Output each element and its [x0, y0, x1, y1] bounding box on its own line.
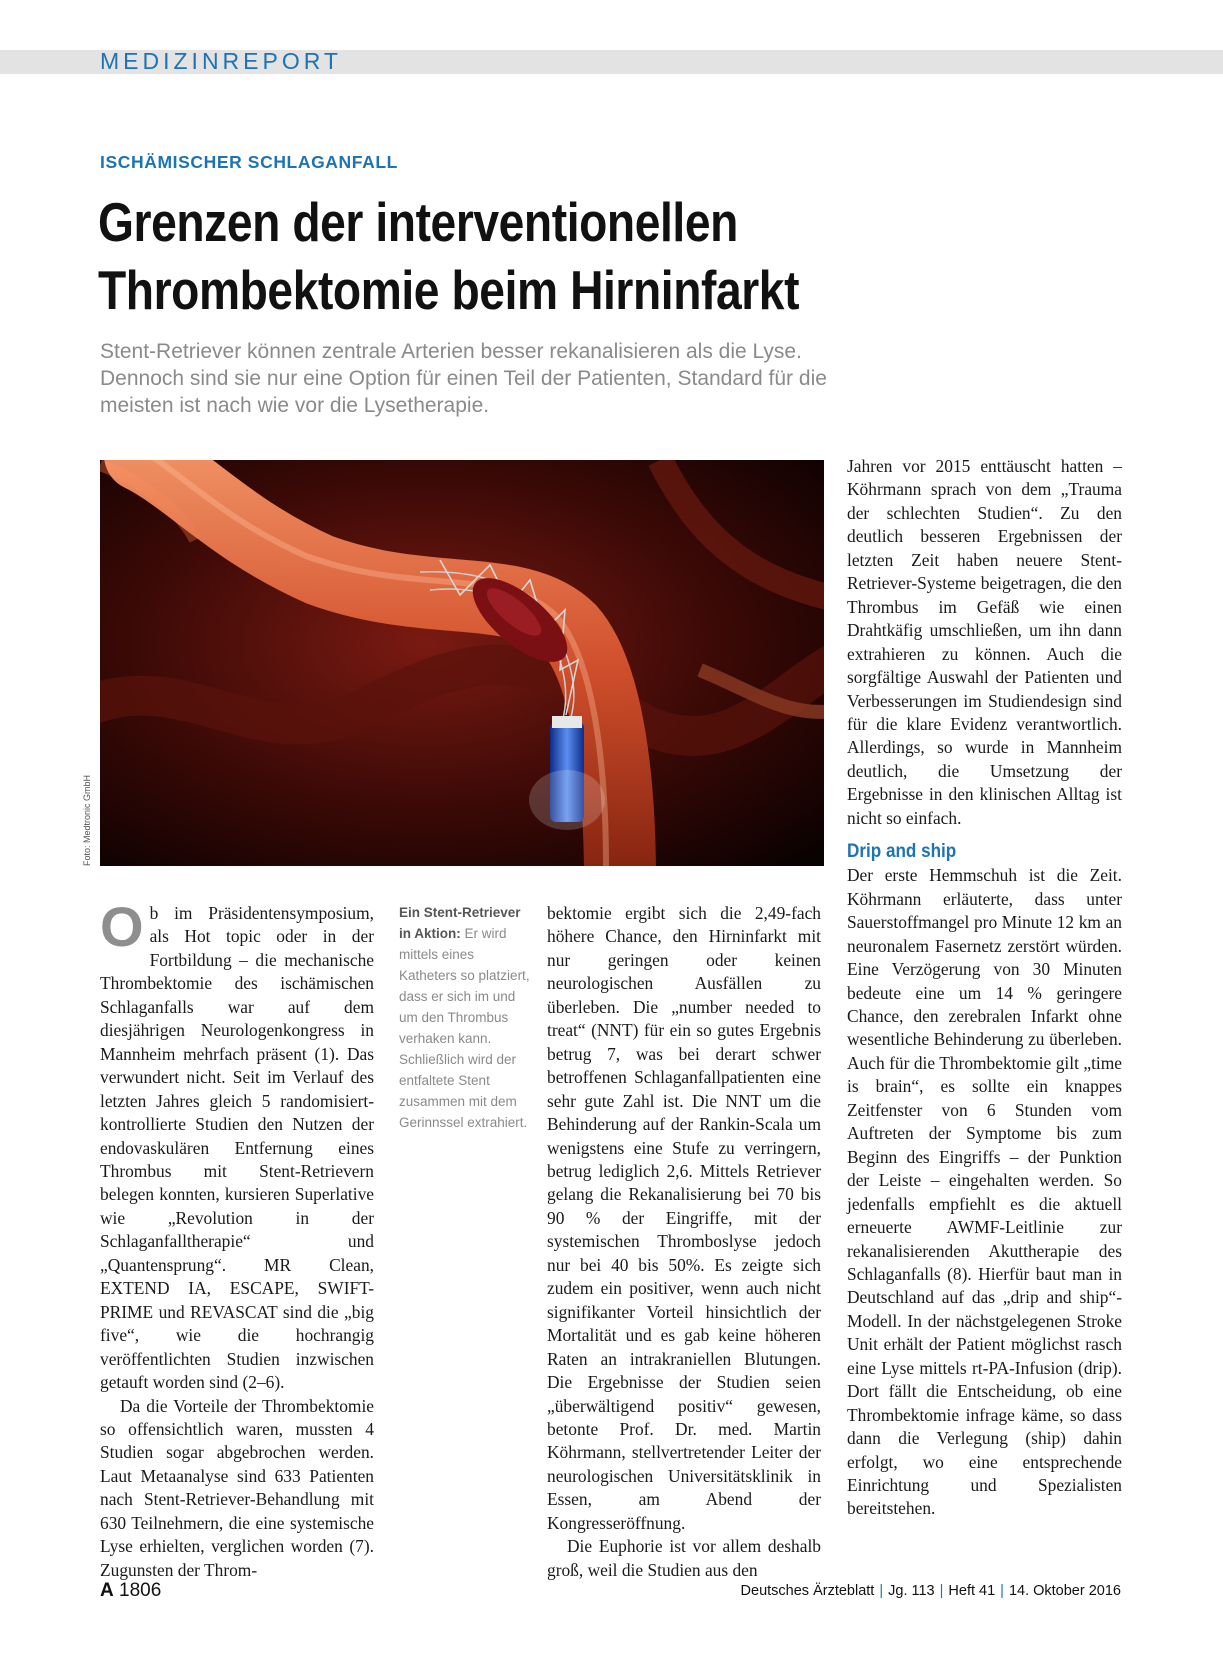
journal-info — [741, 1583, 1121, 1599]
journal-issue: Heft 41 — [948, 1583, 996, 1599]
separator: | — [879, 1583, 884, 1599]
column-4 — [847, 455, 1122, 1521]
article-headline — [98, 188, 799, 324]
paragraph: Da die Vorteile der Thrombektomie so offensichtlich waren, mussten 4 Studien sogar abgebrochen werden. Laut Metaanalyse sind 633 Patienten nach Stent-Retriever-Behandlung mit 630 Teilnehmern, die eine systemische Lyse erhielten, verglichen worden (7). Zugunsten der Throm- — [100, 1395, 374, 1580]
page-prefix: A — [100, 1580, 114, 1601]
journal-name: Deutsches Ärzteblatt — [740, 1583, 875, 1599]
caption-text: Er wird mittels eines Katheters so platziert, dass er sich im und um den Thrombus verhaken kann. Schließlich wird der entfaltete Stent zusammen mit dem Gerinnssel extrahiert. — [399, 926, 530, 1130]
drop-cap: O — [100, 895, 144, 958]
stent-retriever-photo — [100, 460, 824, 866]
journal-volume: Jg. 113 — [888, 1583, 935, 1599]
paragraph: Jahren vor 2015 enttäuscht hatten – Köhrmann sprach von dem „Trauma der schlechten Studien“. Zu den deutlich besseren Ergebnissen der letzten Zeit haben neuere Stent-Retriever-Systeme beigetragen, die den Thrombus im Gefäß wie einen Drahtkäfig umschließen, um ihn dann extrahieren zu können. Auch die sorgfältige Auswahl der Patienten und Verbesserungen im Studiendesign sind für die klare Evidenz verantwortlich. Allerdings, so wurde in Mannheim deutlich, die Umsetzung der Ergebnisse in den klinischen Alltag ist nicht so einfach. — [847, 456, 1122, 828]
page-number — [100, 1580, 161, 1602]
paragraph: bektomie ergibt sich die 2,49-fach höhere Chance, den Hirninfarkt mit nur geringen oder keinen neurologischen Ausfällen zu überleben. Die „number needed to treat“ (NNT) für ein so gutes Ergebnis betrug 7, was bei derart schwer betroffenen Schlaganfallpatienten eine sehr gute Zahl ist. Die NNT um die Behinderung auf der Rankin-Scala um wenigstens eine Stufe zu verringern, betrug lediglich 2,6. Mittels Retriever gelang die Rekanalisierung bei 70 bis 90 % der Eingriffe, mit der systemischen Thromboslyse jedoch nur bei 40 bis 50%. Es zeigte sich zudem ein positiver, wenn auch nicht signifikanter Vorteil hinsichtlich der Mortalität und es gab keine höheren Raten an intrakraniellen Blutungen. Die Ergebnisse der Studien seien „überwältigend positiv“ gewesen, betonte Prof. Dr. med. Martin Köhrmann, stellvertretender Leiter der neurologischen Universitätsklinik in Essen, am Abend der Kongresseröffnung. — [547, 903, 821, 1533]
headline-line-2: Thrombektomie beim Hirninfarkt — [98, 259, 800, 321]
paragraph: Die Euphorie ist vor allem deshalb groß, weil die Studien aus den — [547, 1536, 821, 1580]
paragraph — [100, 895, 374, 1395]
caption-title: Ein Stent-Retriever in Aktion: — [399, 905, 521, 941]
article-kicker: ISCHÄMISCHER SCHLAGANFALL — [100, 152, 398, 172]
journal-date: 14. Oktober 2016 — [1008, 1583, 1121, 1599]
paragraph: Der erste Hemmschuh ist die Zeit. Köhrmann erläuterte, dass unter Sauerstoffmangel pro Minute 12 km an neuronalem Fasernetz zerstört würden. Eine Verzögerung von 30 Minuten bedeute eine um 14 % geringere Chance, den zerebralen Infarkt ohne wesentliche Behinderung zu überleben. Auch für die Thrombektomie gilt „time is brain“, es sollte ein knappes Zeitfenster von 6 Stunden vom Auftreten der Symptome bis zum Beginn des Eingriffs – der Punktion der Leiste – eingehalten werden. So jedenfalls empfiehlt es die aktuell erneuerte AWMF-Leitlinie zur rekanalisierenden Akuttherapie des Schlaganfalls (8). Hierfür baut man in Deutschland auf das „drip and ship“-Modell. In der nächstgelegenen Stroke Unit erhält der Patient möglichst rasch eine Lyse mittels rt-PA-Infusion (drip). Dort fällt die Entscheidung, ob eine Thrombektomie infrage käme, so dass dann die Verlegung (ship) dahin erfolgt, wo eine entsprechende Einrichtung und Spezialisten bereitstehen. — [847, 865, 1122, 1519]
headline-line-1: Grenzen der interventionellen — [98, 191, 738, 253]
page-number-value: 1806 — [119, 1580, 162, 1601]
photo-credit: Foto: Medtronic GmbH — [82, 774, 92, 866]
subheading: Drip and ship — [847, 841, 957, 863]
column-1 — [100, 895, 374, 1582]
photo-caption — [399, 902, 535, 1133]
separator: | — [1000, 1583, 1004, 1599]
separator: | — [939, 1583, 944, 1599]
column-3 — [547, 902, 821, 1582]
article-lead: Stent-Retriever können zentrale Arterien besser rekanalisieren als die Lyse. Dennoch sind sie nur eine Option für einen Teil der Patienten, Standard für die meisten ist nach wie vor die Lysetherapie. — [100, 340, 827, 417]
paragraph-text: b im Präsidentensymposium, als Hot topic oder in der Fortbildung – die mechanische Thrombektomie des ischämischen Schlaganfalls war auf dem diesjährigen Neurologenkongress in Mannheim mehrfach präsent (1). Das verwundert nicht. Seit im Verlauf des letzten Jahres gleich 5 randomisiert-kontrollierte Studien den Nutzen der endovaskulären Entfernung eines Thrombus mit Stent-Retrievern belegen konnten, kursieren Superlative wie „Revolution in der Schlaganfalltherapie“ und „Quantensprung“. MR Clean, EXTEND IA, ESCAPE, SWIFT-PRIME und REVASCAT sind die „big five“, wie die hochrangig veröffentlichten Studien inzwischen getauft worden sind (2–6). — [100, 903, 374, 1393]
section-label: MEDIZINREPORT — [100, 48, 342, 74]
